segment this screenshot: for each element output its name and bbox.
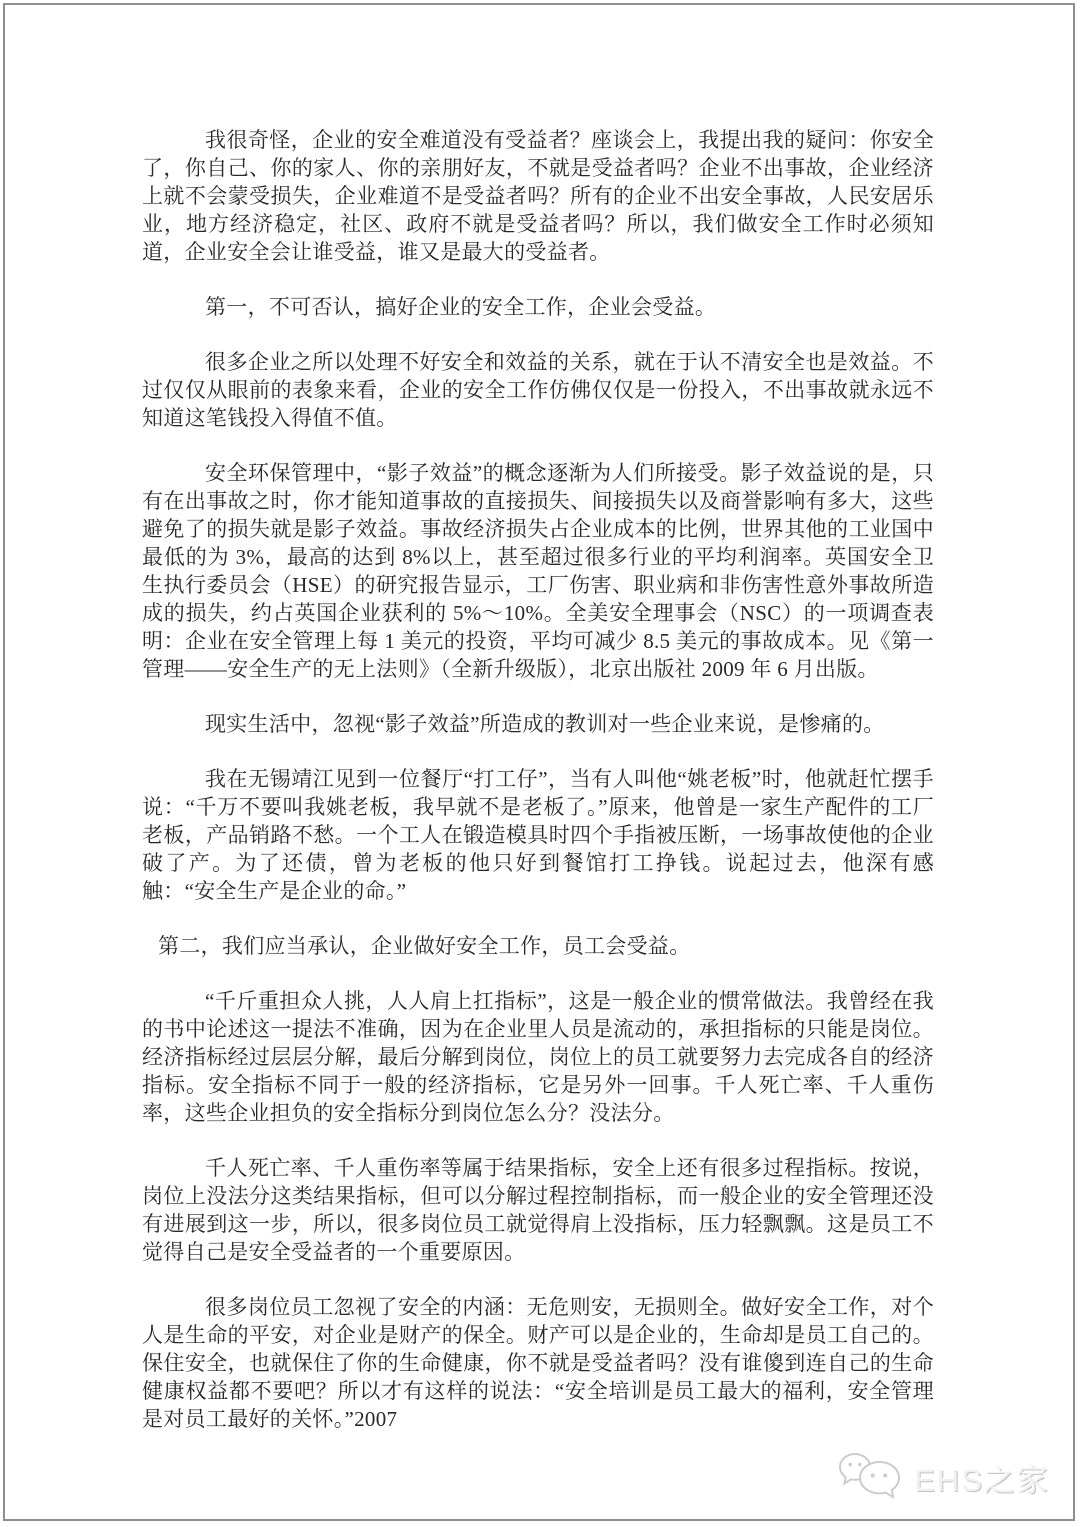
paragraph-2: 第一，不可否认，搞好企业的安全工作，企业会受益。	[205, 295, 717, 319]
paragraph-3: 很多企业之所以处理不好安全和效益的关系，就在于认不清安全也是效益。不过仅仅从眼前的表象来看，企业的安全工作仿佛仅仅是一份投入，不出事故就永远不知道这笔钱投入得值不值。	[142, 350, 934, 430]
paragraph-7: 第二，我们应当承认，企业做好安全工作，员工会受益。	[158, 934, 691, 958]
watermark-label: EHS之家	[914, 1462, 1050, 1498]
watermark	[838, 1451, 1050, 1503]
paragraph-6: 我在无锡靖江见到一位餐厅“打工仔”，当有人叫他“姚老板”时，他就赶忙摆手说：“千万不要叫我姚老板，我早就不是老板了。”原来，他曾是一家生产配件的工厂老板，产品销路不愁。一个工人在锻造模具时四个手指被压断，一场事故使他的企业破了产。为了还债，曾为老板的他只好到餐馆打工挣钱。说起过去，他深有感触：“安全生产是企业的命。”	[142, 767, 934, 903]
paragraph-10: 很多岗位员工忽视了安全的内涵：无危则安，无损则全。做好安全工作，对个人是生命的平安，对企业是财产的保全。财产可以是企业的，生命却是员工自己的。保住安全，也就保住了你的生命健康，你不就是受益者吗？没有谁傻到连自己的生命健康权益都不要吧？所以才有这样的说法：“安全培训是员工最大的福利，安全管理是对员工最好的关怀。”2007	[142, 1295, 934, 1431]
paragraph-4: 安全环保管理中，“影子效益”的概念逐渐为人们所接受。影子效益说的是，只有在出事故之时，你才能知道事故的直接损失、间接损失以及商誉影响有多大，这些避免了的损失就是影子效益。事故经济损失占企业成本的比例，世界其他的工业国中最低的为 3%，最高的达到 8%以上，甚至超过很多行业的平均利润率。英国安全卫生执行委员会（HSE）的研究报告显示，工厂伤害、职业病和非伤害性意外事故所造成的损失，约占英国企业获利的 5%～10%。全美安全理事会（NSC）的一项调查表明：企业在安全管理上每 1 美元的投资，平均可减少 8.5 美元的事故成本。见《第一管理——安全生产的无上法则》（全新升级版），北京出版社 2009 年 6 月出版。	[142, 461, 934, 681]
paragraph-9: 千人死亡率、千人重伤率等属于结果指标，安全上还有很多过程指标。按说，岗位上没法分这类结果指标，但可以分解过程控制指标，而一般企业的安全管理还没有进展到这一步，所以，很多岗位员工就觉得肩上没指标，压力轻飘飘。这是员工不觉得自己是安全受益者的一个重要原因。	[142, 1156, 934, 1264]
wechat-icon	[838, 1451, 904, 1503]
paragraph-1: 我很奇怪，企业的安全难道没有受益者？座谈会上，我提出我的疑问：你安全了，你自己、你的家人、你的亲朋好友，不就是受益者吗？企业不出事故，企业经济上就不会蒙受损失，企业难道不是受益者吗？所有的企业不出安全事故，人民安居乐业，地方经济稳定，社区、政府不就是受益者吗？所以，我们做安全工作时必须知道，企业安全会让谁受益，谁又是最大的受益者。	[142, 128, 934, 264]
document-body	[142, 126, 934, 1460]
paragraph-5: 现实生活中，忽视“影子效益”所造成的教训对一些企业来说，是惨痛的。	[205, 712, 885, 736]
paragraph-8: “千斤重担众人挑，人人肩上扛指标”，这是一般企业的惯常做法。我曾经在我的书中论述这一提法不准确，因为在企业里人员是流动的，承担指标的只能是岗位。经济指标经过层层分解，最后分解到岗位，岗位上的员工就要努力去完成各自的经济指标。安全指标不同于一般的经济指标，它是另外一回事。千人死亡率、千人重伤率，这些企业担负的安全指标分到岗位怎么分？没法分。	[142, 989, 934, 1125]
